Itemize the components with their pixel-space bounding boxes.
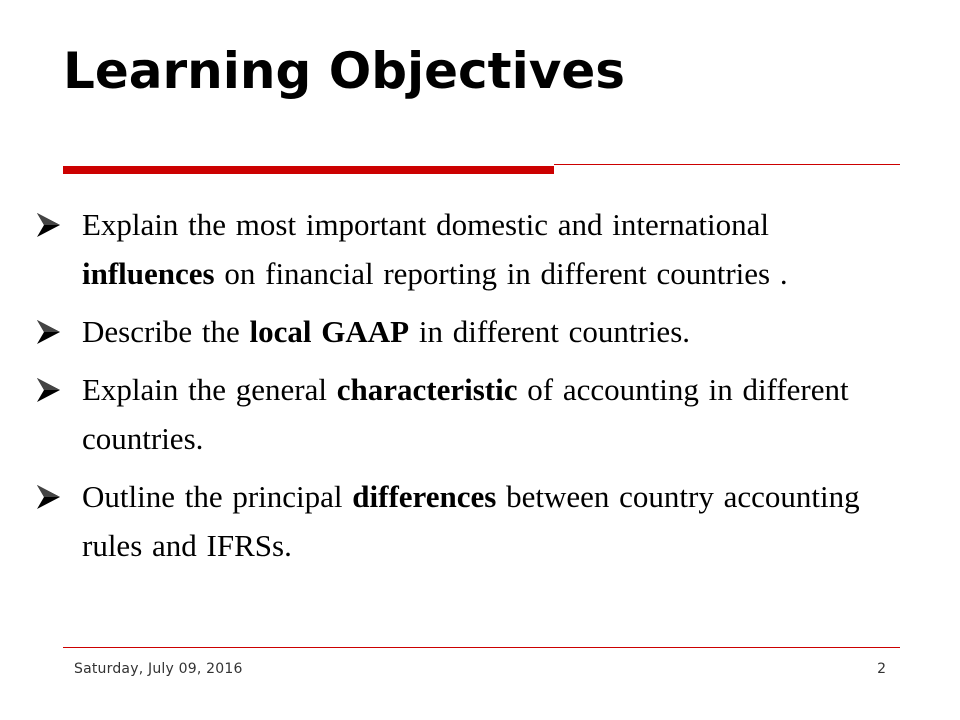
arrowhead-bullet-icon xyxy=(37,378,60,402)
bullet-text-plain: Explain the most important domestic and international xyxy=(82,207,769,242)
footer-date: Saturday, July 09, 2016 xyxy=(74,661,243,677)
bullet-text-plain: between country accounting rules and IFRSs. xyxy=(82,479,860,563)
list-item xyxy=(30,307,910,356)
list-item xyxy=(30,200,910,298)
title-underline-thin xyxy=(554,164,900,165)
arrowhead-bullet-icon xyxy=(37,485,60,509)
title-underline-thick xyxy=(63,166,554,174)
bullet-text-plain: Outline the principal xyxy=(82,479,353,514)
bullet-text-plain: Describe the xyxy=(82,314,250,349)
bullet-text-bold: influences xyxy=(82,256,215,291)
list-item xyxy=(30,365,910,463)
footer-divider xyxy=(63,647,900,648)
arrowhead-bullet-icon xyxy=(37,320,60,344)
bullet-text-plain: Explain the general xyxy=(82,372,337,407)
bullet-text-bold: local GAAP xyxy=(249,314,410,349)
bullet-text-plain: of accounting in different countries. xyxy=(82,372,849,456)
page-number: 2 xyxy=(877,661,886,677)
bullet-text xyxy=(82,365,910,463)
bullet-text-plain: on financial reporting in different countries . xyxy=(214,256,788,291)
bullet-text xyxy=(82,472,910,570)
arrowhead-bullet-icon xyxy=(37,213,60,237)
bullet-text-bold: characteristic xyxy=(336,372,518,407)
bullet-text xyxy=(82,200,910,298)
list-item xyxy=(30,472,910,570)
bullet-text xyxy=(82,307,910,356)
objectives-list xyxy=(30,200,910,579)
slide-title: Learning Objectives xyxy=(63,42,625,100)
bullet-text-plain: in different countries. xyxy=(409,314,691,349)
bullet-text-bold: differences xyxy=(352,479,497,514)
